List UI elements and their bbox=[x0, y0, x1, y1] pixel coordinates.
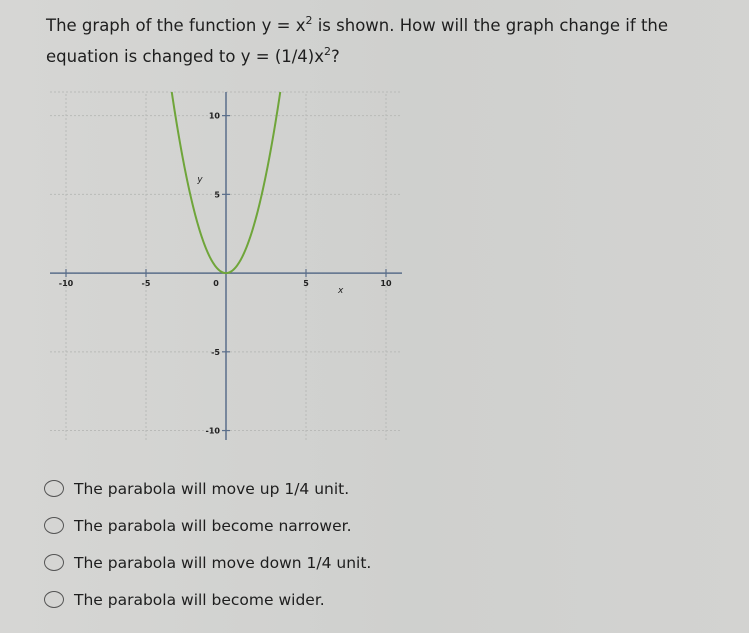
function-graph bbox=[46, 88, 406, 444]
answer-option-label: The parabola will move down 1/4 unit. bbox=[74, 553, 372, 572]
new-equation-base: y = (1/4)x bbox=[240, 47, 325, 66]
question-text bbox=[46, 10, 736, 72]
answer-option-label: The parabola will become narrower. bbox=[74, 516, 352, 535]
y-tick-label: -10 bbox=[205, 426, 220, 436]
answer-option-label: The parabola will move up 1/4 unit. bbox=[74, 479, 350, 498]
question-text-part-3: ? bbox=[331, 47, 340, 66]
question-text-part-2: is shown. How will the graph change if the equation is changed to bbox=[46, 16, 669, 66]
axes bbox=[50, 92, 402, 440]
y-tick-label: -5 bbox=[211, 347, 220, 357]
x-tick-label: 10 bbox=[380, 279, 392, 289]
answer-option-move-up[interactable] bbox=[44, 470, 644, 507]
answer-option-label: The parabola will become wider. bbox=[74, 590, 325, 609]
original-equation bbox=[262, 16, 313, 35]
original-equation-exponent: 2 bbox=[305, 14, 313, 27]
original-equation-base: y = x bbox=[261, 16, 306, 35]
new-equation bbox=[241, 47, 331, 66]
question-text-part-1: The graph of the function bbox=[46, 16, 262, 35]
x-tick-label: 5 bbox=[303, 279, 309, 289]
y-tick-label: 5 bbox=[214, 190, 220, 200]
x-axis-label: x bbox=[338, 286, 344, 297]
y-axis-label: y bbox=[197, 174, 203, 185]
graph-canvas bbox=[46, 88, 406, 444]
answer-options bbox=[44, 470, 644, 618]
answer-option-wider[interactable] bbox=[44, 581, 644, 618]
x-tick-label: 0 bbox=[213, 279, 219, 289]
answer-option-narrower[interactable] bbox=[44, 507, 644, 544]
x-tick-label: -10 bbox=[58, 279, 74, 289]
new-equation-exponent: 2 bbox=[324, 45, 332, 58]
y-tick-label: 10 bbox=[208, 111, 220, 121]
answer-option-move-down[interactable] bbox=[44, 544, 644, 581]
radio-button[interactable] bbox=[44, 480, 64, 497]
radio-button[interactable] bbox=[44, 517, 64, 534]
x-tick-label: -5 bbox=[141, 279, 151, 289]
radio-button[interactable] bbox=[44, 591, 64, 608]
radio-button[interactable] bbox=[44, 554, 64, 571]
